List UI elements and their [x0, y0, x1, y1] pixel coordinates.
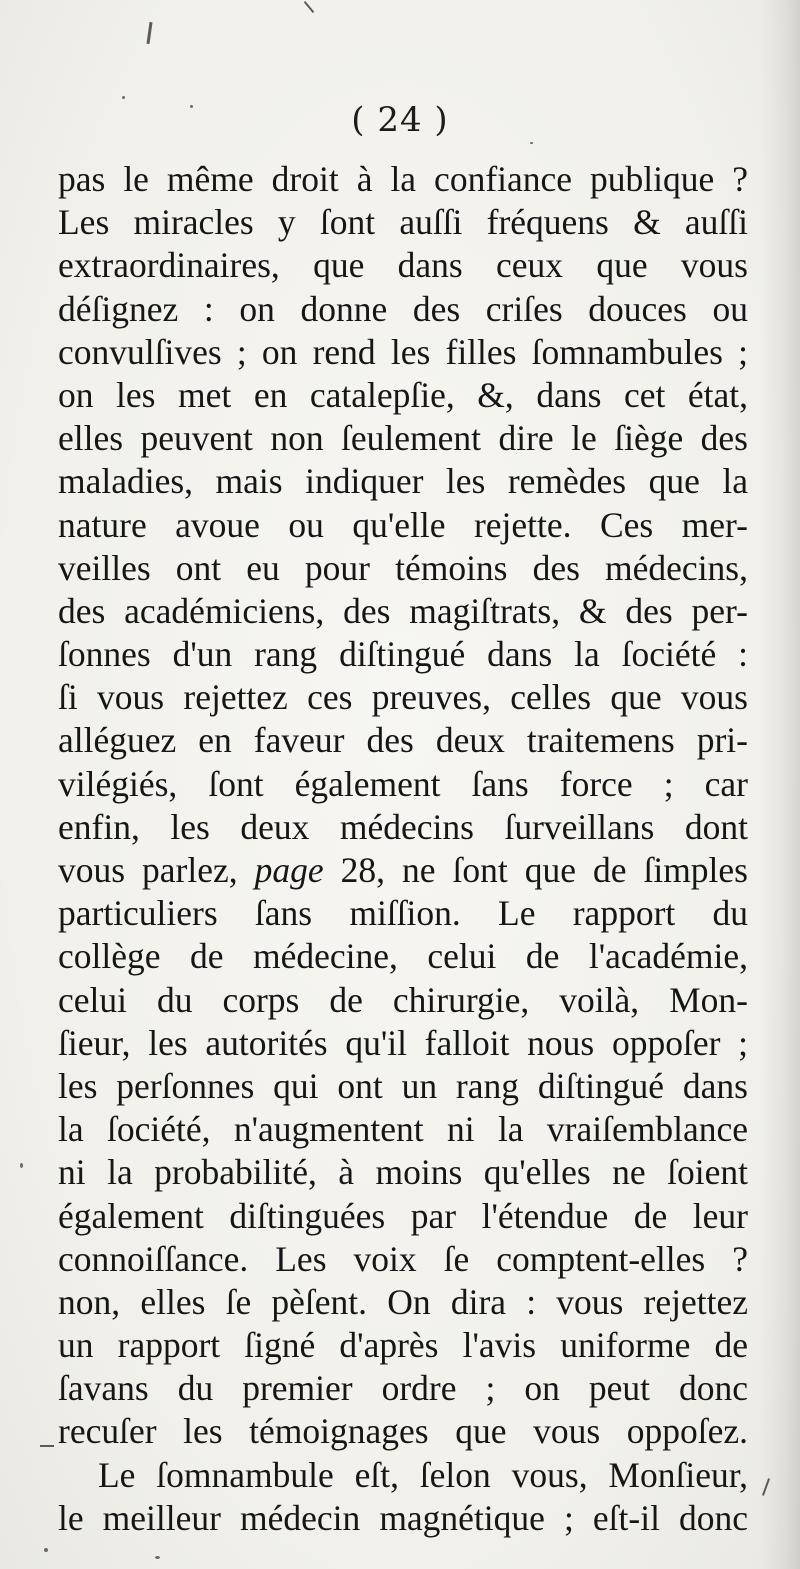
page-number: ( 24 ) — [351, 100, 449, 140]
text-line: convulſives ; on rend les filles ſomnambules ; — [58, 331, 748, 372]
text-line: les perſonnes qui ont un rang diſtingué dans — [58, 1065, 748, 1106]
text-line: ſieur, les autorités qu'il falloit nous oppoſer ; — [58, 1022, 748, 1063]
text-line: la ſociété, n'augmentent ni la vraiſemblance — [58, 1109, 748, 1150]
body-text — [58, 158, 748, 1540]
text-line: celui du corps de chirurgie, voilà, Mon- — [58, 979, 748, 1020]
text-line: extraordinaires, que dans ceux que vous — [58, 245, 748, 286]
text-line: maladies, mais indiquer les remèdes que la — [58, 461, 748, 502]
scan-speck — [122, 96, 125, 99]
text-line: non, elles ſe pèſent. On dira : vous rejettez — [58, 1281, 748, 1322]
text-line: collège de médecine, celui de l'académie, — [58, 936, 748, 977]
text-line: pas le même droit à la confiance publique ? — [58, 159, 748, 199]
text-line: Les miracles y ſont auſſi fréquens & auſſi — [58, 202, 748, 243]
text-line: nature avoue ou qu'elle rejette. Ces mer- — [58, 504, 748, 545]
scan-mark — [146, 22, 152, 44]
scan-speck — [190, 105, 193, 108]
text-line: ni la probabilité, à moins qu'elles ne ſoient — [58, 1152, 748, 1193]
text-line: elles peuvent non ſeulement dire le ſiège des — [58, 418, 748, 459]
text-line: ſi vous rejettez ces preuves, celles que vous — [58, 677, 748, 718]
page-reference: page — [254, 850, 324, 890]
text-line: recuſer les témoignages que vous oppoſez. — [58, 1411, 748, 1452]
text-line: particuliers ſans miſſion. Le rapport du — [58, 893, 748, 934]
text-line: un rapport ſigné d'après l'avis uniforme de — [58, 1325, 748, 1366]
text-line: des académiciens, des magiſtrats, & des per- — [58, 590, 748, 631]
text-line: on les met en catalepſie, &, dans cet état, — [58, 374, 748, 415]
text-line: connoiſſance. Les voix ſe comptent-elles ? — [58, 1238, 748, 1279]
text-line: déſignez : on donne des criſes douces ou — [58, 288, 748, 329]
text-line: également diſtinguées par l'étendue de leur — [58, 1195, 748, 1236]
scan-speck — [20, 1163, 23, 1168]
scan-speck — [44, 1548, 48, 1552]
scan-mark — [304, 1, 315, 13]
text-line-paragraph-start: Le ſomnambule eſt, ſelon vous, Monſieur, — [98, 1454, 748, 1495]
scan-speck — [155, 1556, 160, 1559]
text-line: ſavans du premier ordre ; on peut donc — [58, 1368, 748, 1409]
text-line: vilégiés, ſont également ſans force ; car — [58, 763, 748, 804]
text-line: le meilleur médecin magnétique ; eſt-il donc — [58, 1497, 748, 1538]
text-line: veilles ont eu pour témoins des médecins, — [58, 547, 748, 588]
text-line: vous parlez, page 28, ne ſont que de ſimples — [58, 850, 748, 890]
text-line: ſonnes d'un rang diſtingué dans la ſociété : — [58, 634, 748, 675]
text-line: alléguez en faveur des deux traitemens pri- — [58, 720, 748, 761]
scan-mark — [40, 1445, 54, 1447]
page-gutter-shadow — [760, 0, 800, 1569]
text-line: enfin, les deux médecins ſurveillans dont — [58, 806, 748, 847]
scan-speck — [530, 142, 533, 144]
